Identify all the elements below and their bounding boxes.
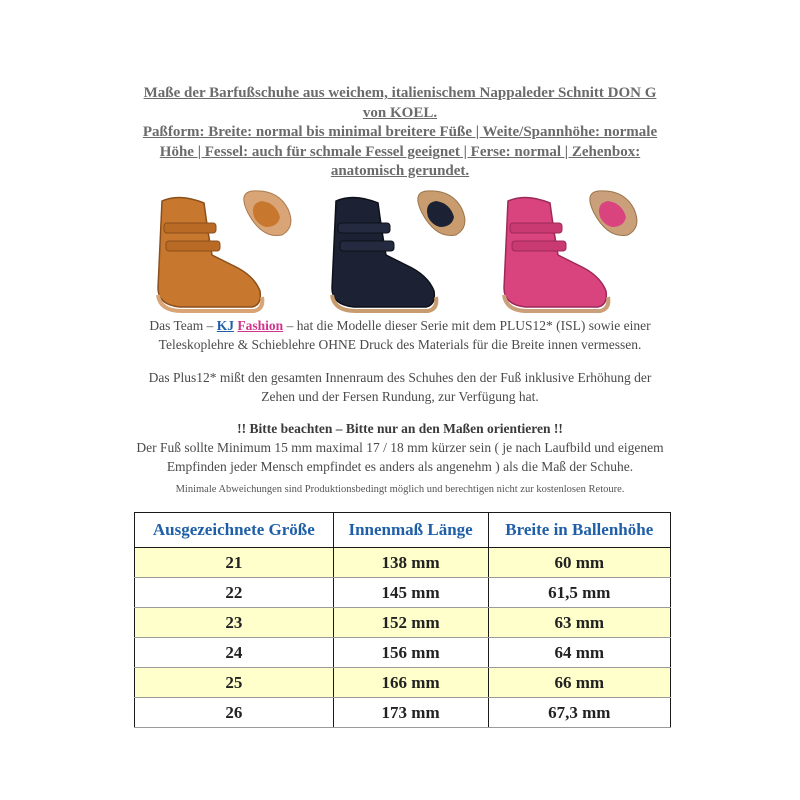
table-header-row bbox=[135, 513, 671, 548]
title-line-4: Höhe | Fessel: auch für schmale Fessel geeignet | Ferse: normal | Zehenbox: bbox=[159, 143, 641, 160]
shoe-pink-image bbox=[494, 183, 654, 313]
cell-size: 25 bbox=[135, 668, 334, 698]
cell-length: 152 mm bbox=[333, 608, 488, 638]
team-line-2: Teleskoplehre & Schieblehre OHNE Druck des Materials für die Breite innen vermessen. bbox=[158, 337, 642, 352]
small-disclaimer: Minimale Abweichungen sind Produktionsbedingt möglich und berechtigen nicht zur kostenlosen Retoure. bbox=[175, 484, 625, 495]
cell-size: 24 bbox=[135, 638, 334, 668]
note-line-2: Empfinden jeder Mensch empfindet es anders als angenehm ) als die Maß der Schuhe. bbox=[166, 459, 634, 474]
header-length: Innenmaß Länge bbox=[333, 513, 488, 548]
team-prefix: Das Team – bbox=[149, 318, 217, 333]
team-line-1 bbox=[80, 316, 720, 335]
table-row bbox=[135, 668, 671, 698]
cell-size: 23 bbox=[135, 608, 334, 638]
cell-size: 22 bbox=[135, 578, 334, 608]
note-heading: !! Bitte beachten – Bitte nur an den Maßen orientieren !! bbox=[237, 421, 563, 436]
shoe-cognac-image bbox=[150, 183, 310, 313]
table-row bbox=[135, 638, 671, 668]
cell-length: 166 mm bbox=[333, 668, 488, 698]
cell-width: 67,3 mm bbox=[488, 698, 670, 728]
cell-length: 145 mm bbox=[333, 578, 488, 608]
cell-length: 138 mm bbox=[333, 548, 488, 578]
plus-line-1: Das Plus12* mißt den gesamten Innenraum des Schuhes den der Fuß inklusive Erhöhung der bbox=[148, 370, 652, 385]
cell-width: 60 mm bbox=[488, 548, 670, 578]
title-line-5: anatomisch gerundet. bbox=[330, 163, 470, 179]
title-line-1: Maße der Barfußschuhe aus weichem, italienischem Nappaleder Schnitt DON G bbox=[143, 85, 657, 101]
cell-width: 63 mm bbox=[488, 608, 670, 638]
plus-line-2: Zehen und der Fersen Rundung, zur Verfügung hat. bbox=[261, 389, 539, 404]
cell-width: 64 mm bbox=[488, 638, 670, 668]
table-row bbox=[135, 578, 671, 608]
brand-kj-link[interactable]: KJ bbox=[216, 318, 235, 333]
title-line-3: Paßform: Breite: normal bis minimal breitere Füße | Weite/Spannhöhe: normale bbox=[142, 124, 658, 140]
page-title bbox=[100, 84, 700, 182]
note-line-1: Der Fuß sollte Minimum 15 mm maximal 17 / 18 mm kürzer sein ( je nach Laufbild und eigenem bbox=[136, 440, 664, 455]
header-size: Ausgezeichnete Größe bbox=[135, 513, 334, 548]
cell-size: 21 bbox=[135, 548, 334, 578]
cell-width: 61,5 mm bbox=[488, 578, 670, 608]
cell-length: 173 mm bbox=[333, 698, 488, 728]
cell-size: 26 bbox=[135, 698, 334, 728]
plus-paragraph bbox=[80, 368, 720, 406]
table-row bbox=[135, 608, 671, 638]
brand-fashion-link[interactable]: Fashion bbox=[237, 318, 284, 333]
note-paragraph bbox=[80, 419, 720, 476]
shoe-navy-image bbox=[322, 183, 482, 313]
team-paragraph bbox=[80, 316, 720, 354]
title-line-2: von KOEL. bbox=[362, 104, 438, 121]
table-row bbox=[135, 698, 671, 728]
header-width: Breite in Ballenhöhe bbox=[488, 513, 670, 548]
shoe-images bbox=[150, 183, 650, 313]
table-row bbox=[135, 548, 671, 578]
cell-length: 156 mm bbox=[333, 638, 488, 668]
cell-width: 66 mm bbox=[488, 668, 670, 698]
size-table bbox=[134, 512, 671, 728]
team-suffix: – hat die Modelle dieser Serie mit dem PLUS12* (ISL) sowie einer bbox=[283, 318, 651, 333]
